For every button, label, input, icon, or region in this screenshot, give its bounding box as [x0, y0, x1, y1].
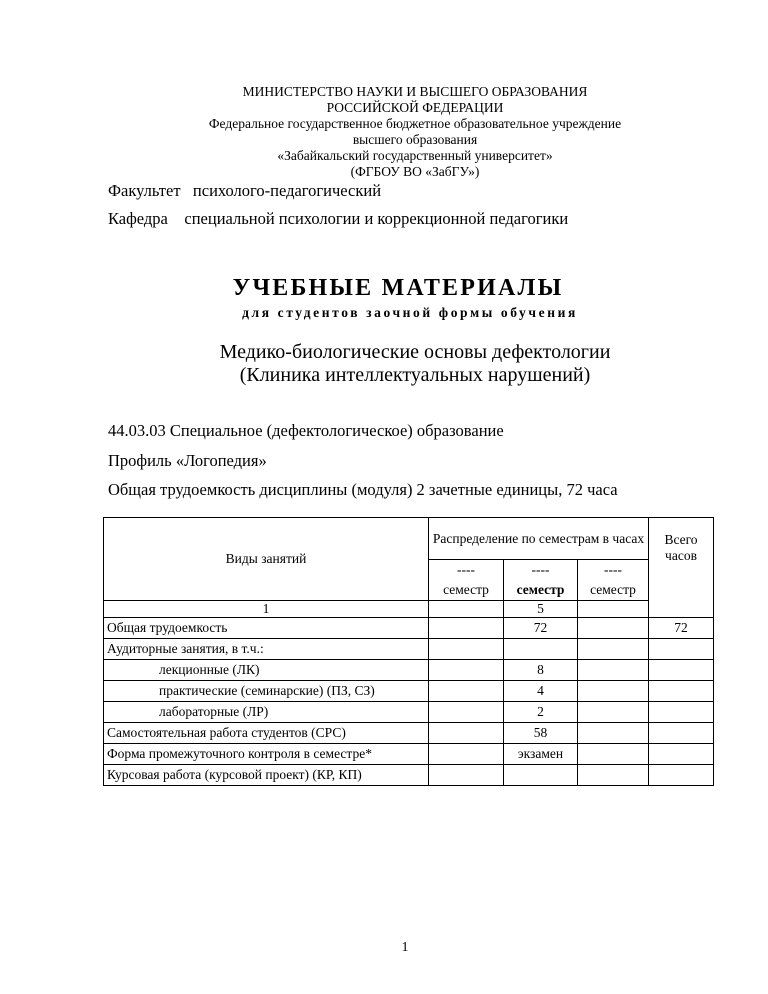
- faculty-line: [108, 181, 381, 201]
- row-total-value: [649, 660, 714, 681]
- sem3-label: семестр: [578, 580, 649, 601]
- university-abbr: (ФГБОУ ВО «ЗабГУ»): [350, 164, 480, 179]
- row-name: Самостоятельная работа студентов (СРС): [104, 723, 429, 744]
- row-name: Курсовая работа (курсовой проект) (КР, КП): [104, 765, 429, 786]
- sem1-label: семестр: [429, 580, 504, 601]
- department-line: [108, 209, 568, 229]
- table-row: [104, 618, 714, 639]
- page-number: 1: [401, 940, 409, 955]
- sem2-dash: ----: [504, 560, 578, 581]
- profile-line: Профиль «Логопедия»: [108, 451, 267, 470]
- institution-line-1: Федеральное государственное бюджетное образовательное учреждение: [208, 116, 622, 131]
- header-types: Виды занятий: [104, 518, 429, 601]
- discipline-name: Медико-биологические основы дефектологии: [219, 341, 611, 363]
- row-sem2-value: экзамен: [504, 744, 578, 765]
- sem2-label: семестр: [504, 580, 578, 601]
- row-name: лабораторные (ЛР): [104, 702, 429, 723]
- row-name: практические (семинарские) (ПЗ, СЗ): [104, 681, 429, 702]
- table-row: [104, 660, 714, 681]
- document-title: УЧЕБНЫЕ МАТЕРИАЛЫ: [232, 275, 564, 301]
- row-name: Форма промежуточного контроля в семестре*: [104, 744, 429, 765]
- discipline-subname: (Клиника интеллектуальных нарушений): [239, 364, 591, 386]
- table-row: [104, 765, 714, 786]
- ministry-line-2: РОССИЙСКОЙ ФЕДЕРАЦИИ: [326, 100, 504, 115]
- direction-code: 44.03.03 Специальное (дефектологическое) образование: [108, 421, 504, 440]
- table-row: [104, 681, 714, 702]
- department-value: специальной психологии и коррекционной педагогики: [184, 209, 569, 228]
- row-total-value: [649, 723, 714, 744]
- sem1-dash: ----: [429, 560, 504, 581]
- header-total: Всего часов: [649, 518, 714, 618]
- schedule-table: [103, 517, 714, 786]
- row-name: лекционные (ЛК): [104, 660, 429, 681]
- sem3-dash: ----: [578, 560, 649, 581]
- num-row-sem1: [429, 601, 504, 618]
- row-total-value: [649, 744, 714, 765]
- faculty-label: Факультет: [108, 181, 181, 200]
- num-row-col1: 1: [104, 601, 429, 618]
- row-sem2-value: 8: [504, 660, 578, 681]
- table-row: [104, 702, 714, 723]
- row-total-value: 72: [649, 618, 714, 639]
- table-row: [104, 744, 714, 765]
- row-sem2-value: 72: [504, 618, 578, 639]
- row-total-value: [649, 681, 714, 702]
- table-row: [104, 723, 714, 744]
- num-row-sem3: [578, 601, 649, 618]
- university-name: «Забайкальский государственный университет»: [277, 148, 553, 163]
- row-sem2-value: [504, 639, 578, 660]
- ministry-line-1: МИНИСТЕРСТВО НАУКИ И ВЫСШЕГО ОБРАЗОВАНИЯ: [242, 84, 588, 99]
- table-row: [104, 639, 714, 660]
- num-row-sem2: 5: [504, 601, 578, 618]
- workload-line: Общая трудоемкость дисциплины (модуля) 2 зачетные единицы, 72 часа: [108, 480, 618, 499]
- row-total-value: [649, 639, 714, 660]
- institution-line-2: высшего образования: [352, 132, 478, 147]
- row-name: Общая трудоемкость: [104, 618, 429, 639]
- row-sem2-value: 2: [504, 702, 578, 723]
- document-subtitle: для студентов заочной формы обучения: [242, 305, 578, 320]
- row-sem2-value: [504, 765, 578, 786]
- department-label: Кафедра: [108, 209, 168, 228]
- row-sem2-value: 58: [504, 723, 578, 744]
- row-total-value: [649, 765, 714, 786]
- row-name: Аудиторные занятия, в т.ч.:: [104, 639, 429, 660]
- header-distribution: Распределение по семестрам в часах: [429, 518, 649, 560]
- row-sem2-value: 4: [504, 681, 578, 702]
- faculty-value: психолого-педагогический: [192, 181, 382, 200]
- row-total-value: [649, 702, 714, 723]
